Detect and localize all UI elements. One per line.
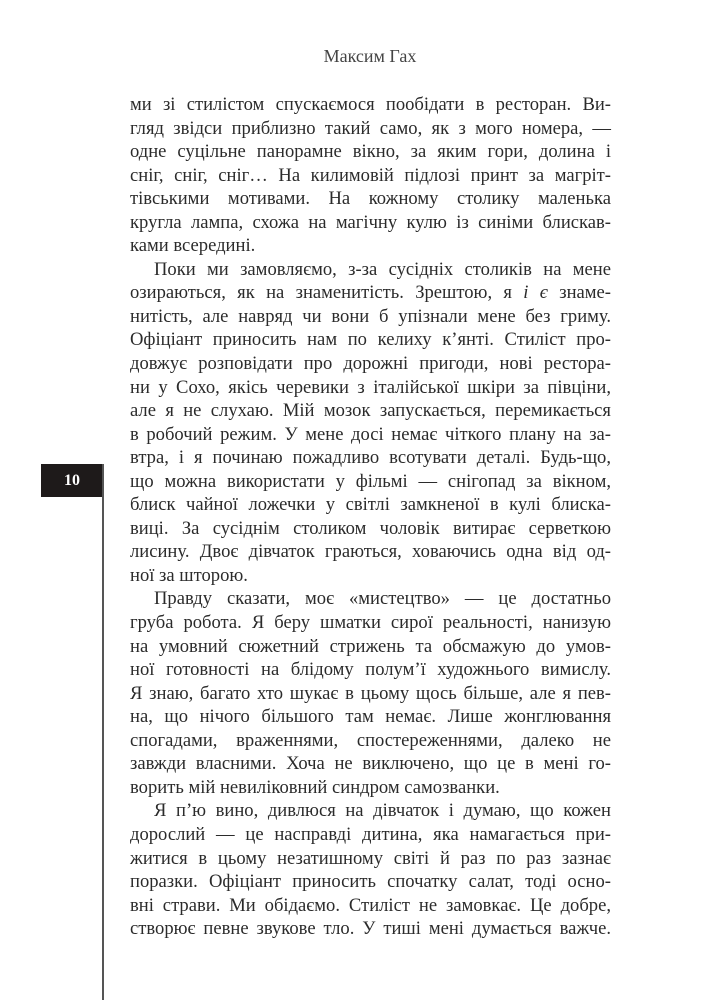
text-line: блиск чайної ложечки у світлі замкненої в кулі блиска-: [130, 494, 611, 516]
page-number-tab: [41, 464, 103, 497]
text-line: на умовний сюжетний стрижень та обсмажую до умов-: [130, 635, 611, 657]
text-line: [130, 281, 611, 305]
text-segment: озираються, як на знаменитість. Зрештою, я: [130, 282, 524, 304]
text-line: ми зі стилістом спускаємося пообідати в ресторан. Ви-: [130, 94, 611, 115]
text-line: але я не слухаю. Мій мозок запускається, перемикається: [130, 400, 611, 422]
text-line: ками всередині.: [130, 235, 256, 257]
text-line: ної за шторою.: [130, 564, 248, 586]
text-line: лисину. Двоє дівчаток граються, ховаючись одна від од-: [130, 541, 611, 563]
text-line: поразки. Офіціант приносить спочатку салат, тоді осно-: [130, 871, 611, 893]
text-line: ни у Сохо, якісь черевики з італійської шкіри за півціни,: [130, 376, 611, 398]
running-head: Максим Гах: [323, 46, 417, 66]
text-line: в робочий режим. У мене досі немає чіткого плану на за-: [130, 423, 611, 445]
text-line: вні страви. Ми обідаємо. Стиліст не замовкає. Це добре,: [130, 894, 611, 916]
text-line: довжує розповідати про дорожні пригоди, нові рестора-: [130, 353, 611, 375]
text-line: житися в цьому незатишному світі й раз по раз зазнає: [130, 847, 611, 869]
text-line: сніг, сніг, сніг… На килимовій підлозі принт за магріт-: [130, 164, 611, 186]
text-line: Я знаю, багато хто шукає в цьому щось більше, але я пев-: [130, 682, 611, 704]
text-line: кругла лампа, схожа на магічну кулю із синіми блискав-: [130, 211, 611, 233]
text-line: одне суцільне панорамне вікно, за яким гори, долина і: [130, 141, 611, 163]
text-line: ворить мій невиліковний синдром самозванки.: [130, 776, 500, 798]
text-segment: знаме-: [547, 282, 611, 304]
text-line: спогадами, враженнями, спостереженнями, далеко не: [130, 729, 611, 751]
text-line: Офіціант приносить нам по келиху к’янті. Стиліст про-: [130, 329, 611, 351]
text-line: виці. За сусіднім столиком чоловік витирає серветкою: [130, 517, 611, 539]
text-line: груба робота. Я беру шматки сирої реальності, нанизую: [130, 612, 611, 634]
text-line: створює певне звукове тло. У тиші мені думається важче.: [130, 918, 611, 940]
italic-text: і є: [523, 282, 548, 304]
text-line: завжди власними. Хоча не виключено, що це в мені го-: [130, 753, 611, 775]
paragraph: [130, 258, 611, 588]
text-line: гляд звідси приблизно такий само, як з мого номера, —: [130, 117, 611, 139]
text-line: втра, і я починаю пожадливо всотувати деталі. Будь-що,: [130, 447, 611, 469]
paragraph: [130, 799, 611, 940]
text-line: ної готовності на блідому полум’ї художнього вимислу.: [130, 659, 611, 681]
text-line: на, що нічого більшого там немає. Лише жонглювання: [130, 706, 611, 728]
text-line: тівськими мотивами. На кожному столику маленька: [130, 188, 611, 210]
page-number: 10: [64, 471, 80, 489]
text-line: Поки ми замовляємо, з-за сусідніх столиків на мене: [154, 258, 611, 280]
text-line: дорослий — це насправді дитина, яка намагається при-: [130, 823, 611, 845]
text-line: нитість, але навряд чи вони б упізнали мене без гриму.: [130, 305, 611, 327]
margin-rule: [102, 464, 104, 1000]
paragraph: [130, 587, 611, 799]
paragraph: [130, 93, 611, 258]
text-line: Я п’ю вино, дивлюся на дівчаток і думаю, що кожен: [154, 800, 611, 822]
text-line: Правду сказати, моє «мистецтво» — це достатньо: [154, 588, 611, 610]
body-text: [130, 93, 611, 941]
text-line: що можна використати у фільмі — снігопад за вікном,: [130, 470, 611, 492]
